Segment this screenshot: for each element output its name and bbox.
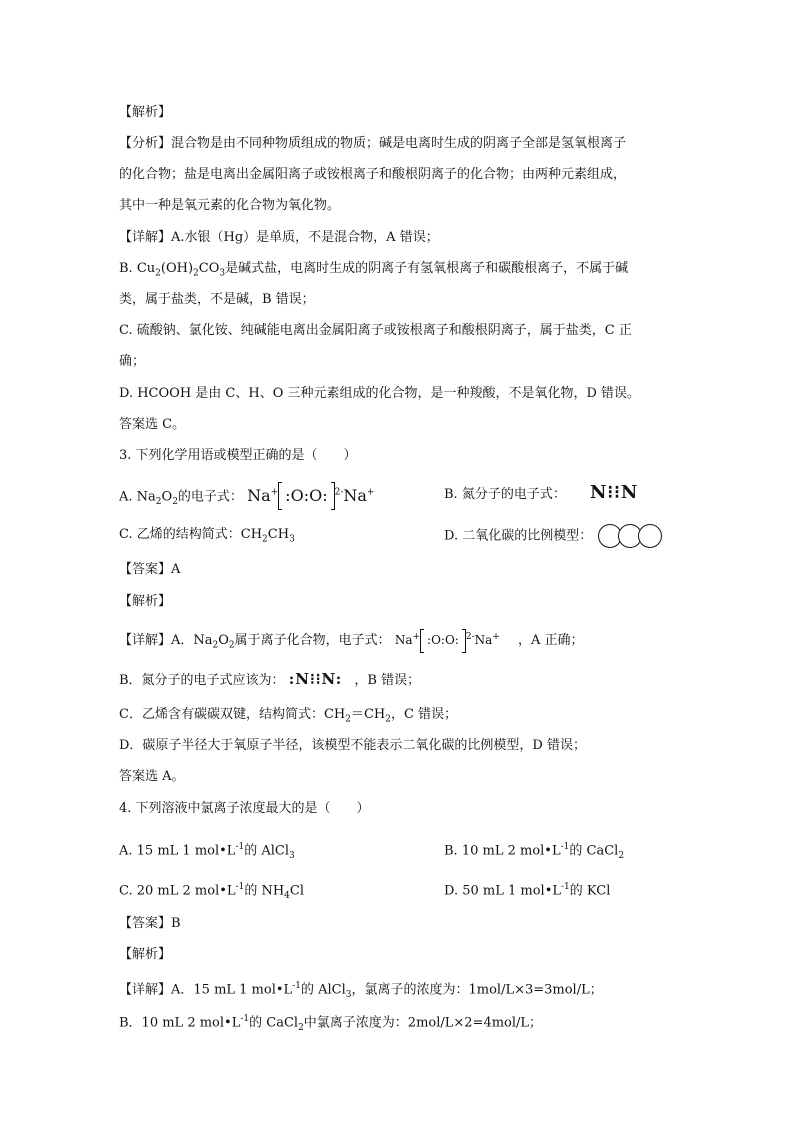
analysis-heading: 【解析】	[119, 105, 172, 120]
q4-option-a: A. 15 mL 1 $mol•L^{-1}$的 AlCl$_3$	[119, 842, 295, 861]
q3-option-c: C. 乙烯的结构简式：$CH_2CH_3$	[119, 527, 295, 545]
answer-4: 【答案】B	[119, 916, 181, 931]
answer-summary-3: 答案选 A。	[119, 769, 185, 784]
electron-formula-na2o2-small: Na+ :O:O: $^{2-}$Na+	[395, 633, 500, 647]
analysis-text: 【分析】混合物是由不同种物质组成的物质；碱是电离时生成的阴离子全部是氢氧根离子	[119, 136, 627, 151]
detail-text: 类，属于盐类，不是碱，B 错误；	[119, 292, 315, 307]
answer-3: 【答案】A	[119, 562, 181, 577]
detail-text: 确；	[119, 354, 146, 369]
q4-option-d: D. 50 mL 1 $mol•L^{-1}$的 KCl	[444, 882, 611, 899]
electron-formula-n2-wrong: N⁝⁝N	[589, 482, 639, 503]
question-3: 3. 下列化学用语或模型正确的是（ ）	[119, 448, 357, 463]
electron-formula-n2-correct: :N⁝⁝N:	[288, 670, 343, 688]
analysis-text: 其中一种是氧元素的化合物为氧化物。	[119, 198, 341, 213]
electron-formula-na2o2: Na+ :O:O: $^{2-}$Na+	[247, 486, 374, 505]
answer-summary: 答案选 C。	[119, 417, 186, 432]
q3-option-b: B. 氮分子的电子式： N⁝⁝N	[444, 482, 639, 503]
detail-3c: C．乙烯含有碳碳双键，结构简式：$CH_2=CH_2$，C 错误；	[119, 707, 458, 725]
analysis-3-heading: 【解析】	[119, 594, 172, 609]
detail-text: D. HCOOH 是由 C、H、O 三种元素组成的化合物，是一种羧酸，不是氧化物，D 错误。	[119, 386, 641, 401]
detail-text: B. $Cu_2(OH)_2CO_3$是碱式盐，电离时生成的阴离子有氢氧根离子和碳酸根离子，不属于碱	[119, 261, 629, 279]
detail-3a: 【详解】A．$Na_2O_2$属于离子化合物，电子式： Na+ :O:O: $^{2-}$Na+ ，A 正确；	[119, 628, 584, 655]
q4-option-b: B. 10 mL 2 $mol•L^{-1}$的 CaCl$_2$	[444, 842, 625, 861]
q3-option-a: A. $Na_2O_2$的电子式： Na+ :O:O: $^{2-}$Na+	[119, 482, 374, 511]
analysis-text: 的化合物；盐是电离出金属阳离子或铵根离子和酸根阴离子的化合物；由两种元素组成，	[119, 167, 627, 182]
co2-ratio-model	[602, 529, 662, 544]
detail-4b: B．10 mL 2 $mol•L^{-1}$的 CaCl$_2$中氯离子浓度为：2mol/L×2=4mol/L；	[119, 1014, 543, 1033]
detail-4a: 【详解】A．15 mL 1 $mol•L^{-1}$的 AlCl$_3$，氯离子的浓度为：1mol/L×3=3mol/L；	[119, 981, 603, 1000]
question-4: 4. 下列溶液中氯离子浓度最大的是（ ）	[119, 801, 370, 816]
q4-option-c: C. 20 mL 2 $mol•L^{-1}$的 $NH_4Cl$	[119, 882, 305, 901]
detail-text: 【详解】A.水银（Hg）是单质，不是混合物，A 错误；	[119, 230, 439, 245]
detail-3d: D．碳原子半径大于氧原子半径，该模型不能表示二氧化碳的比例模型，D 错误；	[119, 738, 586, 753]
detail-3b: B．氮分子的电子式应该为： :N⁝⁝N: ，B 错误；	[119, 670, 421, 688]
q3-option-d: D. 二氧化碳的比例模型：	[444, 524, 662, 548]
detail-text: C. 硫酸钠、氯化铵、纯碱能电离出金属阳离子或铵根离子和酸根阴离子，属于盐类，C 正	[119, 323, 632, 338]
analysis-4-heading: 【解析】	[119, 947, 172, 962]
